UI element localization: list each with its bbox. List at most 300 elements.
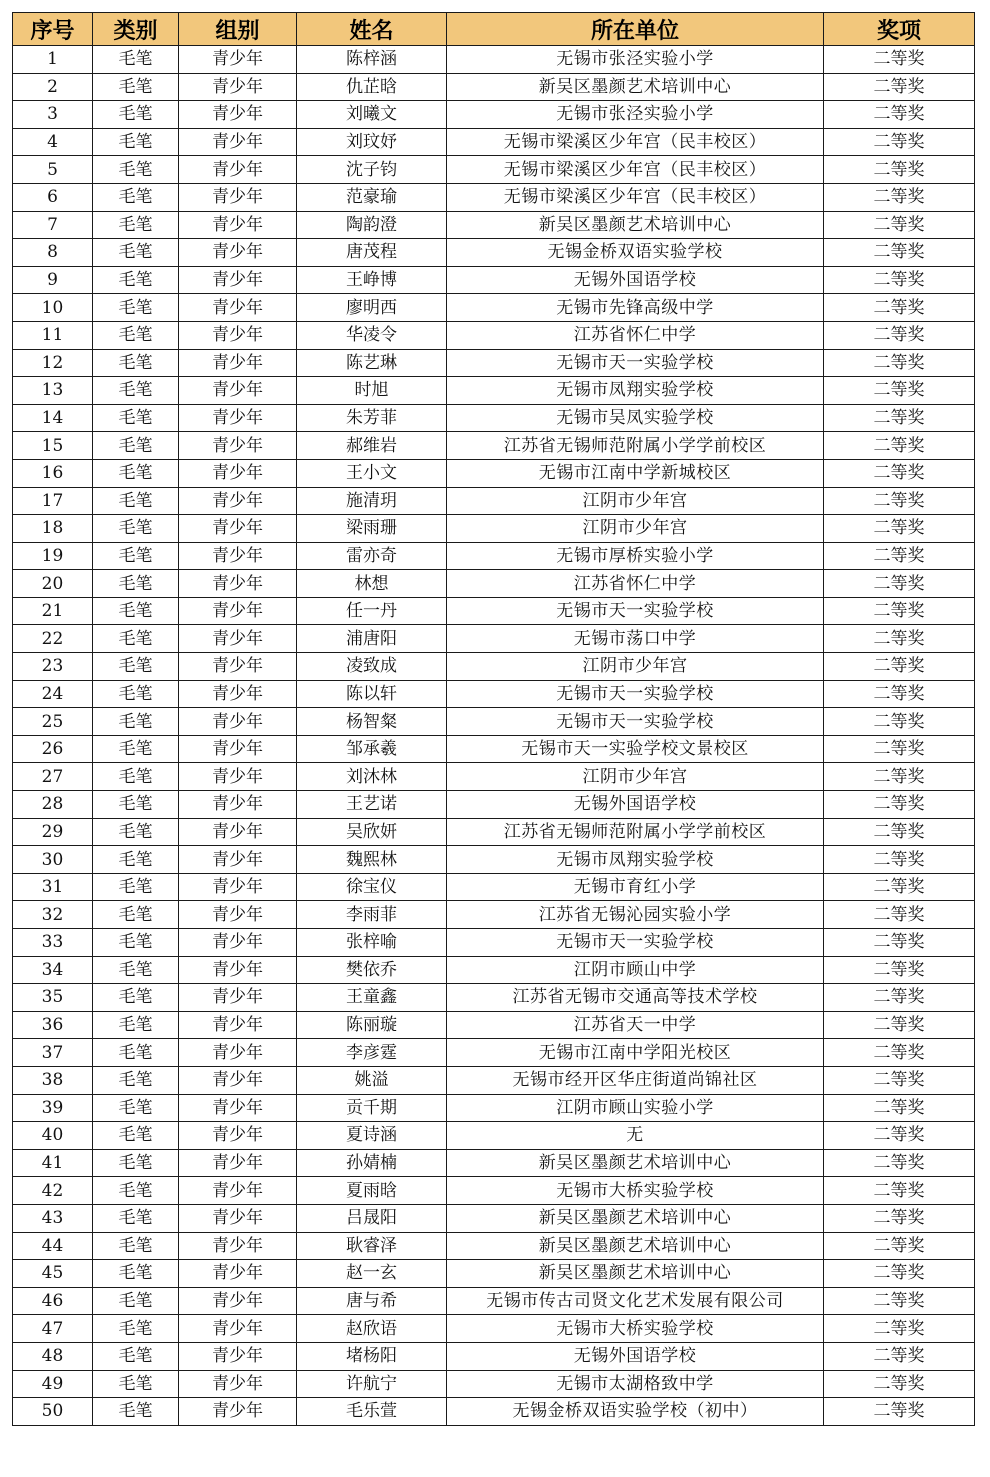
cell-group: 青少年 (179, 128, 297, 156)
table-row (13, 73, 975, 101)
cell-group: 青少年 (179, 1066, 297, 1094)
cell-category: 毛笔 (93, 46, 179, 74)
cell-award: 二等奖 (824, 873, 975, 901)
cell-unit: 无锡市先锋高级中学 (447, 294, 824, 322)
cell-category: 毛笔 (93, 1232, 179, 1260)
cell-category: 毛笔 (93, 211, 179, 239)
cell-unit: 江阴市顾山实验小学 (447, 1094, 824, 1122)
cell-category: 毛笔 (93, 818, 179, 846)
cell-unit: 江苏省天一中学 (447, 1011, 824, 1039)
cell-category: 毛笔 (93, 625, 179, 653)
cell-name: 陶韵澄 (297, 211, 447, 239)
cell-index: 40 (13, 1122, 93, 1150)
cell-award: 二等奖 (824, 321, 975, 349)
table-row (13, 459, 975, 487)
cell-award: 二等奖 (824, 1039, 975, 1067)
table-row (13, 846, 975, 874)
cell-unit: 无锡市江南中学新城校区 (447, 459, 824, 487)
cell-unit: 无锡市梁溪区少年宫（民丰校区） (447, 128, 824, 156)
cell-name: 廖明西 (297, 294, 447, 322)
cell-name: 时旭 (297, 377, 447, 405)
cell-unit: 新吴区墨颜艺术培训中心 (447, 1204, 824, 1232)
cell-name: 赵欣语 (297, 1315, 447, 1343)
cell-category: 毛笔 (93, 101, 179, 129)
cell-award: 二等奖 (824, 791, 975, 819)
cell-name: 唐茂程 (297, 239, 447, 267)
cell-award: 二等奖 (824, 1149, 975, 1177)
cell-award: 二等奖 (824, 404, 975, 432)
table-row (13, 349, 975, 377)
cell-award: 二等奖 (824, 984, 975, 1012)
cell-unit: 无锡金桥双语实验学校（初中） (447, 1398, 824, 1426)
table-row (13, 1315, 975, 1343)
cell-group: 青少年 (179, 239, 297, 267)
cell-award: 二等奖 (824, 432, 975, 460)
table-row (13, 1287, 975, 1315)
cell-group: 青少年 (179, 459, 297, 487)
cell-award: 二等奖 (824, 239, 975, 267)
cell-name: 张梓喻 (297, 929, 447, 957)
cell-award: 二等奖 (824, 929, 975, 957)
cell-name: 刘沐林 (297, 763, 447, 791)
table-row (13, 1260, 975, 1288)
cell-category: 毛笔 (93, 266, 179, 294)
cell-unit: 无锡金桥双语实验学校 (447, 239, 824, 267)
cell-name: 魏熙林 (297, 846, 447, 874)
table-row (13, 873, 975, 901)
cell-award: 二等奖 (824, 597, 975, 625)
cell-award: 二等奖 (824, 183, 975, 211)
cell-unit: 无锡市厚桥实验小学 (447, 542, 824, 570)
cell-award: 二等奖 (824, 1370, 975, 1398)
cell-category: 毛笔 (93, 873, 179, 901)
table-row (13, 1066, 975, 1094)
cell-index: 35 (13, 984, 93, 1012)
cell-group: 青少年 (179, 901, 297, 929)
cell-award: 二等奖 (824, 515, 975, 543)
cell-group: 青少年 (179, 73, 297, 101)
cell-index: 3 (13, 101, 93, 129)
cell-unit: 无锡市天一实验学校 (447, 929, 824, 957)
cell-award: 二等奖 (824, 73, 975, 101)
cell-group: 青少年 (179, 873, 297, 901)
cell-index: 15 (13, 432, 93, 460)
table-row (13, 763, 975, 791)
cell-unit: 江苏省无锡师范附属小学学前校区 (447, 432, 824, 460)
cell-index: 49 (13, 1370, 93, 1398)
cell-category: 毛笔 (93, 1149, 179, 1177)
cell-name: 许航宁 (297, 1370, 447, 1398)
cell-award: 二等奖 (824, 266, 975, 294)
cell-category: 毛笔 (93, 708, 179, 736)
cell-index: 39 (13, 1094, 93, 1122)
cell-group: 青少年 (179, 515, 297, 543)
cell-name: 陈艺琳 (297, 349, 447, 377)
table-row (13, 101, 975, 129)
table-row (13, 515, 975, 543)
cell-name: 王艺诺 (297, 791, 447, 819)
cell-category: 毛笔 (93, 1122, 179, 1150)
cell-group: 青少年 (179, 183, 297, 211)
cell-name: 贡千期 (297, 1094, 447, 1122)
cell-award: 二等奖 (824, 1177, 975, 1205)
cell-group: 青少年 (179, 1122, 297, 1150)
table-row (13, 266, 975, 294)
table-row (13, 625, 975, 653)
cell-group: 青少年 (179, 846, 297, 874)
table-row (13, 818, 975, 846)
cell-group: 青少年 (179, 735, 297, 763)
cell-group: 青少年 (179, 404, 297, 432)
cell-award: 二等奖 (824, 1094, 975, 1122)
cell-unit: 新吴区墨颜艺术培训中心 (447, 211, 824, 239)
cell-group: 青少年 (179, 1011, 297, 1039)
cell-unit: 新吴区墨颜艺术培训中心 (447, 73, 824, 101)
cell-index: 14 (13, 404, 93, 432)
cell-category: 毛笔 (93, 1011, 179, 1039)
table-row (13, 1149, 975, 1177)
cell-index: 36 (13, 1011, 93, 1039)
cell-group: 青少年 (179, 156, 297, 184)
cell-index: 30 (13, 846, 93, 874)
cell-award: 二等奖 (824, 625, 975, 653)
cell-unit: 无锡市凤翔实验学校 (447, 377, 824, 405)
table-row (13, 1011, 975, 1039)
cell-name: 陈丽璇 (297, 1011, 447, 1039)
cell-index: 7 (13, 211, 93, 239)
table-row (13, 901, 975, 929)
cell-category: 毛笔 (93, 156, 179, 184)
cell-unit: 新吴区墨颜艺术培训中心 (447, 1232, 824, 1260)
cell-award: 二等奖 (824, 487, 975, 515)
cell-unit: 无锡市梁溪区少年宫（民丰校区） (447, 156, 824, 184)
cell-name: 王小文 (297, 459, 447, 487)
cell-index: 29 (13, 818, 93, 846)
cell-category: 毛笔 (93, 487, 179, 515)
cell-category: 毛笔 (93, 680, 179, 708)
cell-award: 二等奖 (824, 459, 975, 487)
cell-category: 毛笔 (93, 653, 179, 681)
table-row (13, 597, 975, 625)
cell-category: 毛笔 (93, 542, 179, 570)
cell-group: 青少年 (179, 1232, 297, 1260)
cell-group: 青少年 (179, 708, 297, 736)
table-row (13, 211, 975, 239)
cell-category: 毛笔 (93, 239, 179, 267)
table-row (13, 294, 975, 322)
cell-name: 刘玟妤 (297, 128, 447, 156)
cell-index: 19 (13, 542, 93, 570)
table-row (13, 929, 975, 957)
cell-award: 二等奖 (824, 570, 975, 598)
cell-award: 二等奖 (824, 1066, 975, 1094)
table-row (13, 1094, 975, 1122)
cell-unit: 江阴市少年宫 (447, 763, 824, 791)
cell-group: 青少年 (179, 984, 297, 1012)
table-row (13, 735, 975, 763)
cell-category: 毛笔 (93, 1177, 179, 1205)
table-row (13, 680, 975, 708)
cell-index: 34 (13, 956, 93, 984)
cell-name: 姚溢 (297, 1066, 447, 1094)
cell-group: 青少年 (179, 1204, 297, 1232)
cell-award: 二等奖 (824, 1315, 975, 1343)
cell-category: 毛笔 (93, 763, 179, 791)
cell-award: 二等奖 (824, 156, 975, 184)
cell-name: 邹承羲 (297, 735, 447, 763)
cell-award: 二等奖 (824, 1342, 975, 1370)
cell-name: 唐与希 (297, 1287, 447, 1315)
cell-group: 青少年 (179, 625, 297, 653)
cell-index: 46 (13, 1287, 93, 1315)
cell-award: 二等奖 (824, 1122, 975, 1150)
cell-category: 毛笔 (93, 597, 179, 625)
cell-index: 48 (13, 1342, 93, 1370)
cell-name: 雷亦奇 (297, 542, 447, 570)
cell-award: 二等奖 (824, 956, 975, 984)
cell-name: 夏诗涵 (297, 1122, 447, 1150)
cell-unit: 江阴市少年宫 (447, 487, 824, 515)
cell-award: 二等奖 (824, 46, 975, 74)
cell-category: 毛笔 (93, 1039, 179, 1067)
cell-unit: 无锡市张泾实验小学 (447, 101, 824, 129)
cell-award: 二等奖 (824, 349, 975, 377)
table-row (13, 1204, 975, 1232)
cell-group: 青少年 (179, 570, 297, 598)
cell-name: 陈以轩 (297, 680, 447, 708)
cell-award: 二等奖 (824, 1232, 975, 1260)
cell-group: 青少年 (179, 653, 297, 681)
cell-name: 梁雨珊 (297, 515, 447, 543)
cell-award: 二等奖 (824, 901, 975, 929)
header-cell-index: 序号 (13, 13, 93, 46)
cell-name: 凌致成 (297, 653, 447, 681)
cell-index: 10 (13, 294, 93, 322)
cell-category: 毛笔 (93, 73, 179, 101)
table-row (13, 1039, 975, 1067)
cell-group: 青少年 (179, 818, 297, 846)
cell-unit: 无锡市凤翔实验学校 (447, 846, 824, 874)
cell-index: 11 (13, 321, 93, 349)
cell-index: 32 (13, 901, 93, 929)
table-row (13, 377, 975, 405)
cell-index: 8 (13, 239, 93, 267)
cell-group: 青少年 (179, 929, 297, 957)
header-cell-unit: 所在单位 (447, 13, 824, 46)
table-row (13, 653, 975, 681)
cell-unit: 无锡市天一实验学校文景校区 (447, 735, 824, 763)
cell-index: 1 (13, 46, 93, 74)
table-row (13, 570, 975, 598)
cell-unit: 无 (447, 1122, 824, 1150)
cell-category: 毛笔 (93, 349, 179, 377)
cell-index: 24 (13, 680, 93, 708)
cell-award: 二等奖 (824, 680, 975, 708)
cell-index: 42 (13, 1177, 93, 1205)
cell-group: 青少年 (179, 349, 297, 377)
table-row (13, 128, 975, 156)
cell-index: 23 (13, 653, 93, 681)
cell-unit: 无锡市天一实验学校 (447, 708, 824, 736)
cell-category: 毛笔 (93, 791, 179, 819)
cell-name: 朱芳菲 (297, 404, 447, 432)
header-cell-group: 组别 (179, 13, 297, 46)
cell-category: 毛笔 (93, 735, 179, 763)
table-row (13, 1370, 975, 1398)
cell-index: 33 (13, 929, 93, 957)
cell-category: 毛笔 (93, 321, 179, 349)
cell-category: 毛笔 (93, 404, 179, 432)
header-cell-name: 姓名 (297, 13, 447, 46)
cell-index: 50 (13, 1398, 93, 1426)
cell-award: 二等奖 (824, 542, 975, 570)
cell-index: 13 (13, 377, 93, 405)
cell-unit: 新吴区墨颜艺术培训中心 (447, 1149, 824, 1177)
cell-name: 李雨菲 (297, 901, 447, 929)
cell-group: 青少年 (179, 377, 297, 405)
header-row (13, 13, 975, 46)
cell-index: 20 (13, 570, 93, 598)
cell-category: 毛笔 (93, 432, 179, 460)
table-row (13, 404, 975, 432)
cell-group: 青少年 (179, 266, 297, 294)
cell-name: 毛乐萱 (297, 1398, 447, 1426)
cell-group: 青少年 (179, 1094, 297, 1122)
cell-group: 青少年 (179, 1260, 297, 1288)
cell-group: 青少年 (179, 1315, 297, 1343)
cell-unit: 无锡市经开区华庄街道尚锦社区 (447, 1066, 824, 1094)
cell-index: 44 (13, 1232, 93, 1260)
cell-name: 吴欣妍 (297, 818, 447, 846)
cell-name: 赵一玄 (297, 1260, 447, 1288)
cell-index: 16 (13, 459, 93, 487)
cell-award: 二等奖 (824, 1260, 975, 1288)
cell-group: 青少年 (179, 542, 297, 570)
cell-category: 毛笔 (93, 1094, 179, 1122)
cell-unit: 江苏省怀仁中学 (447, 321, 824, 349)
cell-name: 华凌令 (297, 321, 447, 349)
cell-name: 杨智粲 (297, 708, 447, 736)
cell-category: 毛笔 (93, 846, 179, 874)
cell-index: 18 (13, 515, 93, 543)
cell-group: 青少年 (179, 294, 297, 322)
cell-name: 林想 (297, 570, 447, 598)
cell-index: 31 (13, 873, 93, 901)
cell-category: 毛笔 (93, 459, 179, 487)
table-row (13, 1398, 975, 1426)
table-row (13, 46, 975, 74)
cell-name: 郝维岩 (297, 432, 447, 460)
cell-group: 青少年 (179, 46, 297, 74)
cell-index: 47 (13, 1315, 93, 1343)
cell-category: 毛笔 (93, 570, 179, 598)
table-row (13, 708, 975, 736)
cell-group: 青少年 (179, 1398, 297, 1426)
cell-award: 二等奖 (824, 377, 975, 405)
cell-unit: 江阴市少年宫 (447, 653, 824, 681)
cell-index: 17 (13, 487, 93, 515)
cell-group: 青少年 (179, 680, 297, 708)
cell-group: 青少年 (179, 791, 297, 819)
cell-unit: 江苏省无锡市交通高等技术学校 (447, 984, 824, 1012)
table-row (13, 542, 975, 570)
cell-unit: 江阴市少年宫 (447, 515, 824, 543)
cell-unit: 无锡市天一实验学校 (447, 349, 824, 377)
cell-category: 毛笔 (93, 929, 179, 957)
cell-group: 青少年 (179, 211, 297, 239)
cell-index: 26 (13, 735, 93, 763)
cell-award: 二等奖 (824, 1011, 975, 1039)
cell-group: 青少年 (179, 1342, 297, 1370)
cell-unit: 江苏省怀仁中学 (447, 570, 824, 598)
cell-award: 二等奖 (824, 1287, 975, 1315)
cell-unit: 江苏省无锡沁园实验小学 (447, 901, 824, 929)
cell-group: 青少年 (179, 597, 297, 625)
cell-unit: 江阴市顾山中学 (447, 956, 824, 984)
cell-group: 青少年 (179, 321, 297, 349)
cell-index: 41 (13, 1149, 93, 1177)
cell-name: 徐宝仪 (297, 873, 447, 901)
cell-name: 堵杨阳 (297, 1342, 447, 1370)
header-cell-category: 类别 (93, 13, 179, 46)
cell-index: 2 (13, 73, 93, 101)
table-row (13, 239, 975, 267)
cell-award: 二等奖 (824, 101, 975, 129)
cell-group: 青少年 (179, 956, 297, 984)
cell-name: 孙婧楠 (297, 1149, 447, 1177)
cell-award: 二等奖 (824, 653, 975, 681)
award-table (12, 12, 975, 1426)
table-row (13, 791, 975, 819)
cell-index: 38 (13, 1066, 93, 1094)
header-cell-award: 奖项 (824, 13, 975, 46)
cell-group: 青少年 (179, 763, 297, 791)
table-row (13, 432, 975, 460)
cell-category: 毛笔 (93, 1370, 179, 1398)
cell-unit: 无锡外国语学校 (447, 1342, 824, 1370)
cell-index: 9 (13, 266, 93, 294)
cell-unit: 无锡市传古司贤文化艺术发展有限公司 (447, 1287, 824, 1315)
cell-award: 二等奖 (824, 1204, 975, 1232)
cell-category: 毛笔 (93, 1342, 179, 1370)
cell-unit: 无锡外国语学校 (447, 266, 824, 294)
cell-unit: 新吴区墨颜艺术培训中心 (447, 1260, 824, 1288)
cell-category: 毛笔 (93, 1398, 179, 1426)
table-row (13, 1122, 975, 1150)
cell-index: 45 (13, 1260, 93, 1288)
cell-award: 二等奖 (824, 1398, 975, 1426)
cell-name: 樊依乔 (297, 956, 447, 984)
cell-category: 毛笔 (93, 128, 179, 156)
cell-category: 毛笔 (93, 515, 179, 543)
cell-group: 青少年 (179, 1177, 297, 1205)
cell-category: 毛笔 (93, 1066, 179, 1094)
cell-unit: 无锡市吴凤实验学校 (447, 404, 824, 432)
cell-index: 21 (13, 597, 93, 625)
table-row (13, 956, 975, 984)
cell-award: 二等奖 (824, 294, 975, 322)
cell-index: 6 (13, 183, 93, 211)
cell-index: 12 (13, 349, 93, 377)
cell-category: 毛笔 (93, 183, 179, 211)
table-row (13, 1232, 975, 1260)
cell-category: 毛笔 (93, 294, 179, 322)
cell-name: 施清玥 (297, 487, 447, 515)
cell-category: 毛笔 (93, 377, 179, 405)
cell-category: 毛笔 (93, 1260, 179, 1288)
cell-unit: 无锡市大桥实验学校 (447, 1315, 824, 1343)
cell-index: 27 (13, 763, 93, 791)
